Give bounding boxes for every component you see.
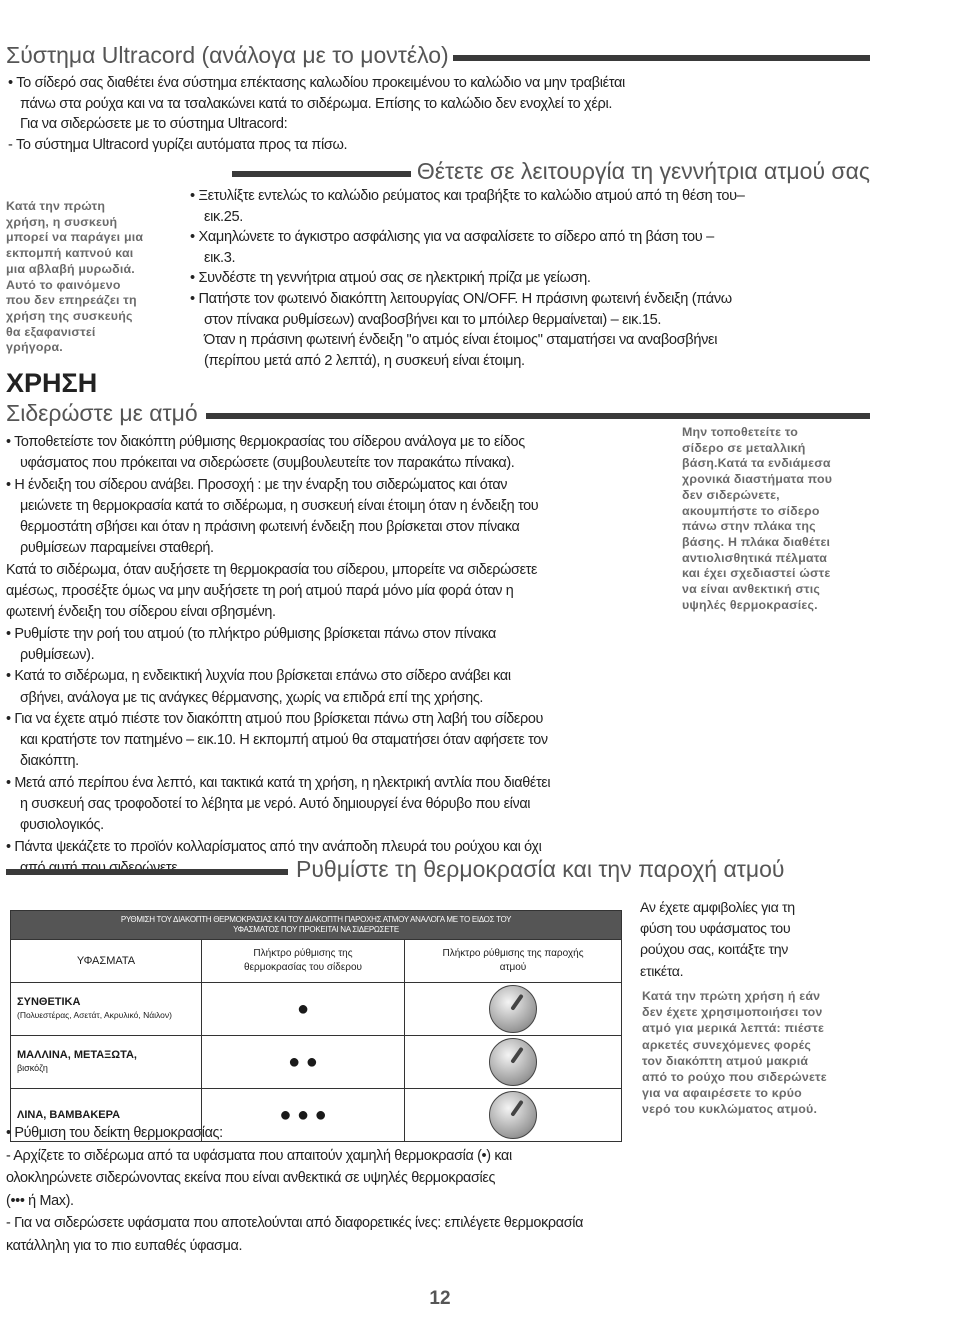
temp-dots: ● ●	[202, 1036, 405, 1089]
fabric-cell	[11, 1036, 202, 1089]
note-line: νερό του κυκλώματος ατμού.	[642, 1102, 818, 1117]
text-line: • Ρύθμιση του δείκτη θερμοκρασίας:	[6, 1125, 223, 1141]
step-line: • Χαμηλώνετε το άγκιστρο ασφάλισης για να ασφαλίσετε το σίδερο από τη βάση του –	[190, 229, 714, 246]
note-line: εκπομπή καπνού και	[6, 246, 134, 261]
text-line: κατάλληλη για το πιο ευπαθές ύφασμα.	[6, 1237, 243, 1254]
instr-line: αμέσως, προσέξτε όμως να μην αυξήσετε τη ροή ατμού παρά μόνο μία φορά όταν η	[6, 583, 514, 600]
fabric-name: ΣΥΝΘΕΤΙΚΑ	[17, 996, 81, 1008]
note-line: Αν έχετε αμφιβολίες για τη	[640, 900, 795, 916]
col-header-line: θερμοκρασίας του σίδερου	[243, 962, 363, 973]
instr-line: ρυθμίσεων).	[20, 646, 95, 663]
instr-line: • Για να έχετε ατμό πιέστε τον διακόπτη ατμού που βρίσκεται πάνω στη λαβή του σίδερου	[6, 710, 544, 727]
heading-rule	[6, 869, 288, 875]
note-line: αρκετές συνεχόμενες φορές	[642, 1037, 812, 1052]
fabric-cell	[11, 983, 202, 1036]
note-line: δεν έχετε χρησιμοποιήσει τον	[642, 1005, 823, 1020]
step-line: εικ.25.	[204, 208, 243, 225]
note-line: Κατά την πρώτη χρήση ή εάν	[642, 989, 821, 1003]
note-line: Μην τοποθετείτε το	[682, 425, 798, 439]
note-line: να είναι ανθεκτική στις	[682, 582, 821, 597]
table-row	[11, 983, 622, 1036]
section-temp-heading	[6, 856, 872, 883]
text-line: Για να σιδερώσετε με το σύστημα Ultracord:	[20, 116, 288, 133]
side-note-base	[682, 425, 872, 613]
instr-line: ρυθμίσεων παραμείνει σταθερή.	[20, 540, 214, 557]
section-title: Θέτετε σε λειτουργία τη γεννήτρια ατμού σας	[416, 158, 870, 184]
note-line: ετικέτα.	[640, 963, 684, 980]
fabric-sub: (Πολυεστέρας, Ασετάτ, Ακρυλικό, Νάιλον)	[17, 1010, 172, 1020]
col-header-fabrics: ΥΦΑΣΜΑΤΑ	[11, 940, 202, 983]
text-line: - Αρχίζετε το σιδέρωμα από τα υφάσματα που απαιτούν χαμηλή θερμοκρασία (•) και	[6, 1147, 512, 1164]
text-line: ολοκληρώνετε σιδερώνοντας εκείνα που είναι ανθεκτικά σε υψηλές θερμοκρασίες	[6, 1170, 496, 1186]
section-title: Σύστημα Ultracord (ανάλογα με το μοντέλο)	[6, 41, 449, 68]
section-steam-heading	[232, 158, 870, 185]
steam-dial-icon	[489, 1038, 537, 1086]
fabric-doubt-note	[640, 898, 872, 983]
instr-line: η συσκευή σας τροφοδοτεί το λέβητα με νερό. Αυτό δημιουργεί ένα θόρυβο που είναι	[20, 796, 531, 813]
col-header-steam	[405, 940, 622, 983]
fabric-sub: βισκόζη	[17, 1063, 48, 1073]
note-line: τον διακόπτη ατμού μακριά	[642, 1053, 809, 1068]
step-line: • Συνδέστε τη γεννήτρια ατμού σας σε ηλεκτρική πρίζα με γείωση.	[190, 270, 591, 287]
heading-rule	[206, 413, 870, 419]
instr-line: • Ρυθμίστε την ροή του ατμού (το πλήκτρο ρύθμισης βρίσκεται πάνω στον πίνακα	[6, 625, 496, 642]
note-line: σίδερο σε μεταλλική	[682, 440, 806, 455]
text-line: • Το σίδερό σας διαθέτει ένα σύστημα επέκτασης καλωδίου προκειμένου το καλώδιο να μην τραβιέται	[8, 75, 625, 91]
instr-line: • Πάντα ψεκάζετε το προϊόν κολλαρίσματος από την ανάποδη πλευρά του ρούχου και όχι	[6, 838, 542, 855]
step-line: Όταν η πράσινη φωτεινή ένδειξη "ο ατμός είναι έτοιμος" σταματήσει να αναβοσβήνει	[204, 332, 718, 349]
instr-line: • Μετά από περίπου ένα λεπτό, και τακτικά κατά τη χρήση, η ηλεκτρική αντλία που διαθέτει	[6, 774, 551, 791]
note-line: χρονικά διαστήματα που	[682, 472, 833, 487]
table-header-line: ΥΦΑΣΜΑΤΟΣ ΠΟΥ ΠΡΟΚΕΙΤΑΙ ΝΑ ΣΙΔΕΡΩΣΕΤΕ	[233, 925, 399, 934]
section-steam-iron-heading	[6, 400, 870, 427]
steam-dial-icon	[489, 985, 537, 1033]
note-line: ρούχου σας, κοιτάξτε την	[640, 942, 789, 959]
text-line: - Το σύστημα Ultracord γυρίζει αυτόματα προς τα πίσω.	[8, 136, 348, 153]
text-line: (••• ή Max).	[6, 1192, 74, 1209]
note-line: Κατά την πρώτη	[6, 199, 106, 213]
note-line: χρήση, η συσκευή	[6, 214, 118, 229]
note-line: υψηλές θερμοκρασίες.	[682, 597, 818, 612]
note-line: μια αβλαβή μυρωδιά.	[6, 261, 135, 276]
note-line: που δεν επηρεάζει τη	[6, 293, 137, 308]
col-header-line: ατμού	[499, 962, 527, 973]
temp-dots: ● ● ●	[202, 1089, 405, 1142]
ironing-instructions	[6, 432, 674, 879]
text-line: - Για να σιδερώσετε υφάσματα που αποτελούνται από διαφορετικές ίνες: επιλέγετε θερμοκρασία	[6, 1215, 584, 1231]
usage-heading: ΧΡΗΣΗ	[6, 368, 98, 398]
fabric-name: ΛΙΝΑ, ΒΑΜΒΑΚΕΡΑ	[17, 1109, 121, 1121]
note-line: αντιολισθητικά πέλματα	[682, 550, 828, 565]
col-header-line: Πλήκτρο ρύθμισης της παροχής	[442, 948, 584, 959]
note-line: θα εξαφανιστεί	[6, 324, 96, 339]
note-line: βάσης. Η πλάκα διαθέτει	[682, 534, 831, 549]
instr-line: και κρατήστε τον πατημένο – εικ.10. Η εκπομπή ατμού θα σταματήσει όταν αφήσετε τον	[20, 732, 548, 749]
step-line: εικ.3.	[204, 249, 236, 266]
instr-line: • Κατά το σιδέρωμα, η ενδεικτική λυχνία που βρίσκεται επάνω στο σίδερο ανάβει και	[6, 668, 511, 685]
note-line: χρήση της συσκευής	[6, 308, 133, 323]
note-line: ακουμπήστε το σίδερο	[682, 503, 820, 518]
step-line: • Πατήστε τον φωτεινό διακόπτη λειτουργίας ON/OFF. Η πράσινη φωτεινή ένδειξη (πάνω	[190, 290, 732, 307]
note-line: δεν σιδερώνετε,	[682, 487, 780, 502]
instr-line: μειώνετε τη θερμοκρασία κατά το σιδέρωμα, η συσκευή είναι έτοιμη όταν η ένδειξη του	[20, 497, 539, 514]
note-line: μπορεί να παράγει μια	[6, 230, 144, 245]
heading-rule	[453, 55, 870, 61]
text-line: πάνω στα ρούχα και να τα τσαλακώνει κατά το σιδέρωμα. Επίσης το καλώδιο δεν ενοχλεί το χέρι.	[20, 95, 613, 112]
note-line: και έχει σχεδιαστεί ώστε	[682, 566, 831, 581]
note-line: φύση του υφάσματος του	[640, 921, 791, 938]
fabric-name: ΜΑΛΛΙΝΑ, ΜΕΤΑΞΩΤΑ,	[17, 1049, 137, 1061]
temp-adjust-text	[6, 1122, 876, 1257]
table-row	[11, 1036, 622, 1089]
instr-line: φωτεινή ένδειξη του σίδερου είναι σβησμένη.	[6, 604, 276, 621]
heading-rule	[232, 171, 411, 177]
side-note-first-use	[6, 199, 191, 356]
instr-line: υφάσματος που πρόκειται να σιδερώσετε (συμβουλευτείτε τον παρακάτω πίνακα).	[20, 455, 515, 472]
note-line: πάνω στην πλάκα της	[682, 519, 816, 534]
ultracord-text	[8, 73, 868, 155]
first-steam-note	[642, 988, 874, 1118]
instr-line: • Η ένδειξη του σίδερου ανάβει. Προσοχή : με την έναρξη του σιδερώματος και όταν	[6, 476, 508, 493]
step-line: (περίπου μετά από 2 λεπτά), η συσκευή είναι έτοιμη.	[204, 352, 525, 369]
instr-line: Κατά το σιδέρωμα, όταν αυξήσετε τη θερμοκρασία του σίδερου, μπορείτε να σιδερώσετε	[6, 561, 538, 578]
col-header-line: Πλήκτρο ρύθμισης της	[253, 948, 353, 959]
note-line: βάση.Κατά τα ενδιάμεσα	[682, 456, 831, 471]
section-ultracord-heading	[6, 42, 870, 68]
steam-steps	[190, 186, 880, 371]
table-col-header-row	[11, 940, 622, 983]
instr-line: διακόπτη.	[20, 753, 79, 770]
section-title: Ρυθμίστε τη θερμοκρασία και την παροχή ατμού	[296, 856, 785, 882]
step-line: • Ξετυλίξτε εντελώς το καλώδιο ρεύματος και τραβήξτε το καλώδιο ατμού από τη θέση του–	[190, 188, 745, 204]
steam-dial-cell	[405, 1036, 622, 1089]
steam-dial-cell	[405, 983, 622, 1036]
instr-line: φυσιολογικός.	[20, 817, 104, 834]
temp-dots: ●	[202, 983, 405, 1036]
page-number: 12	[429, 1288, 451, 1309]
table-header	[11, 911, 622, 940]
table-header-line: ΡΥΘΜΙΣΗ ΤΟΥ ΔΙΑΚΟΠΤΗ ΘΕΡΜΟΚΡΑΣΙΑΣ ΚΑΙ ΤΟΥ ΔΙΑΚΟΠΤΗ ΠΑΡΟΧΗΣ ΑΤΜΟΥ ΑΝΑΛΟΓΑ ΜΕ ΤΟ ΕΙΔΟΣ ΤΟΥ	[120, 915, 512, 924]
section-title: Σιδερώστε με ατμό	[6, 400, 198, 426]
col-header-temp	[202, 940, 405, 983]
note-line: από το ρούχο που σιδερώνετε	[642, 1070, 827, 1085]
table-header-row	[11, 911, 622, 940]
instr-line: σβήνει, ανάλογα με τις ανάγκες θέρμανσης, χωρίς να επιδρά επί της χρήσης.	[20, 689, 484, 706]
instr-line: • Τοποθετείστε τον διακόπτη ρύθμισης θερμοκρασίας του σίδερου ανάλογα με το είδος	[6, 434, 525, 450]
note-line: ατμό για μερικά λεπτά: πιέστε	[642, 1021, 825, 1036]
note-line: Αυτό το φαινόμενο	[6, 277, 121, 292]
note-line: γρήγορα.	[6, 340, 63, 355]
note-line: για να αφαιρέσετε το κρύο	[642, 1086, 802, 1101]
settings-table	[10, 910, 622, 1142]
instr-line: θερμοστάτη σβήσει και όταν η πράσινη φωτεινή ένδειξη που βρίσκεται στον πίνακα	[20, 519, 520, 536]
step-line: στον πίνακα ρυθμίσεων) αναβοσβήνει και το μπόιλερ θερμαίνεται) – εικ.15.	[204, 311, 662, 328]
